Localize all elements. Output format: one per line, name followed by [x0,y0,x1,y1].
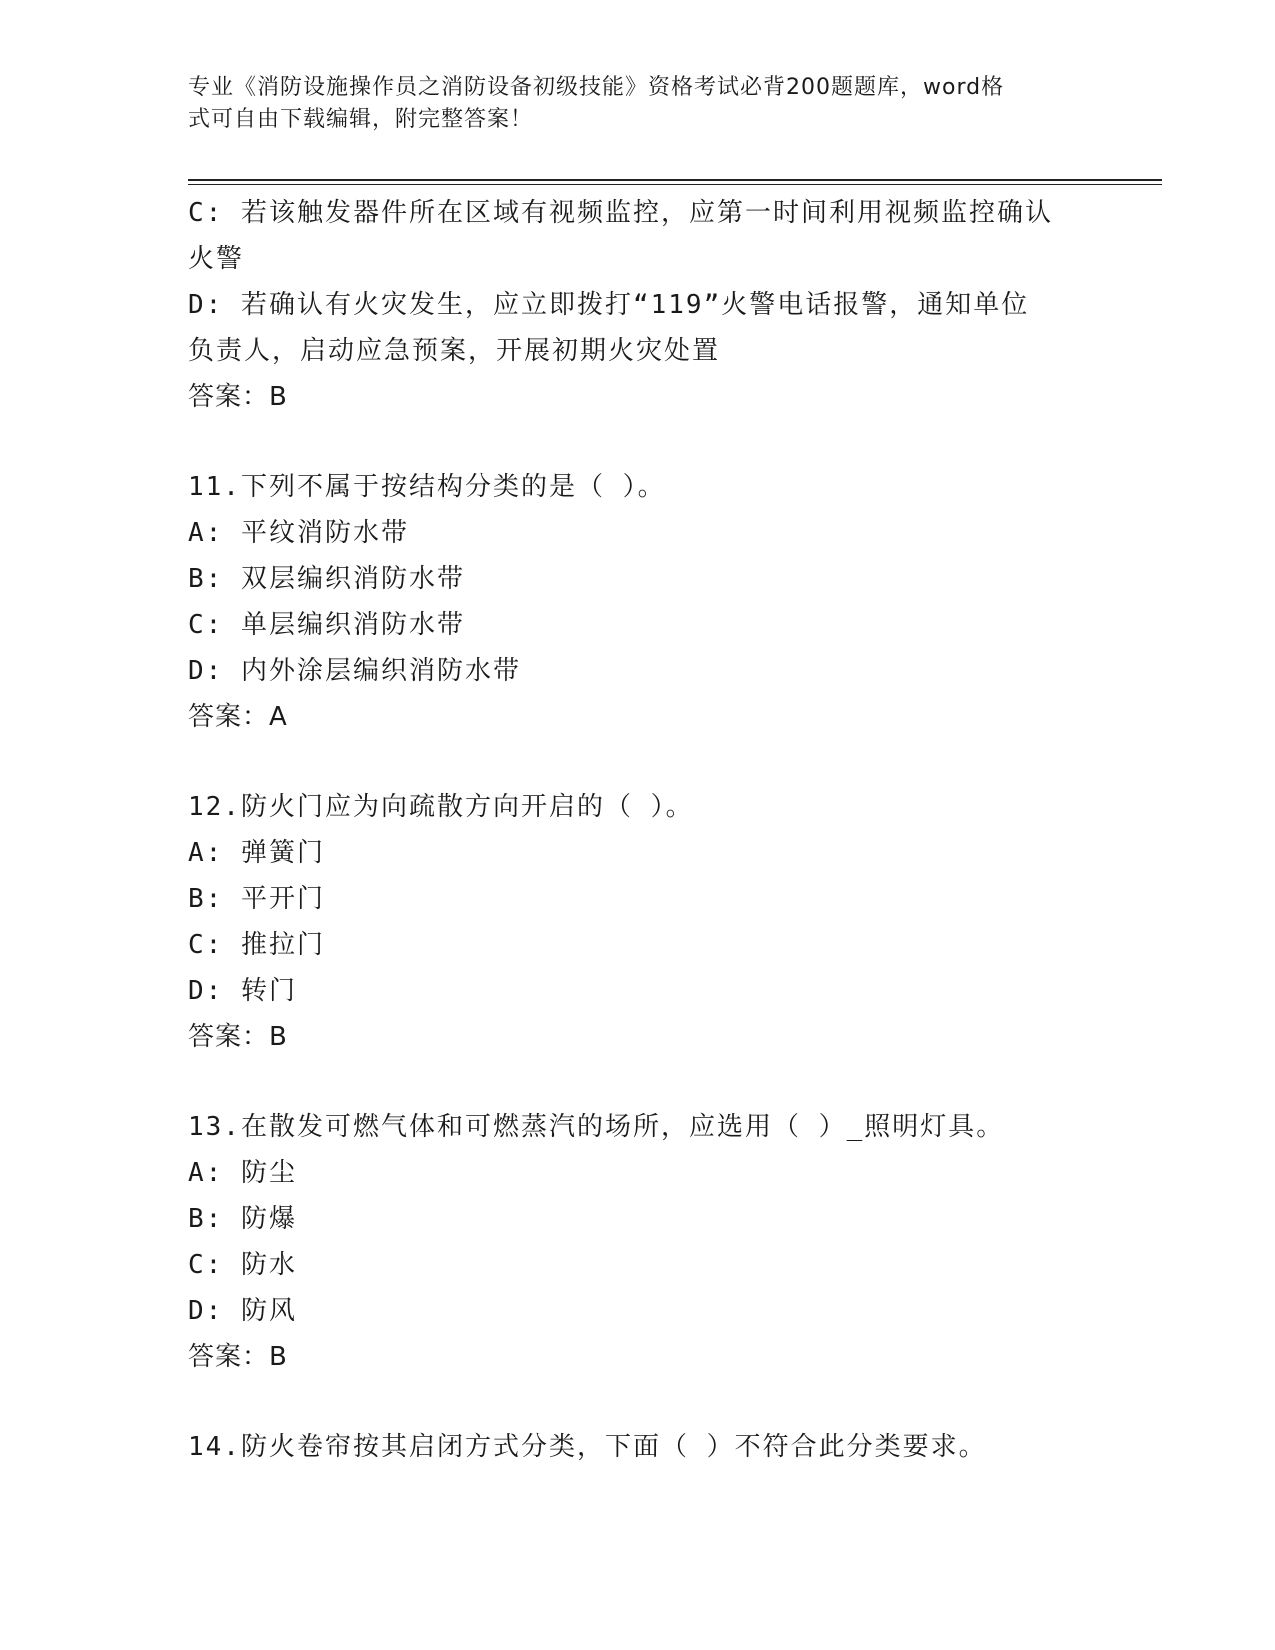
option-text: 防水 [240,1250,297,1280]
option-label: A: [188,1158,224,1188]
answer-line: 答案：B [188,1022,288,1052]
option-label: A: [188,838,224,868]
option-line [188,876,1088,922]
header-divider-thick [188,179,1162,181]
option-line [188,1196,1088,1242]
option-label: B: [188,1204,224,1234]
option-text: 若确认有火灾发生，应立即拨打“119”火警电话报警，通知单位 [240,290,1030,320]
question-block [188,1424,1088,1470]
question-block [188,784,1088,1060]
option-line [188,648,1088,694]
option-text: 防风 [240,1296,297,1326]
question-gap [188,420,1088,464]
question-content [188,190,1088,1470]
option-text: 转门 [240,976,297,1006]
option-text: 双层编织消防水带 [240,564,465,594]
question-stem: 11.下列不属于按结构分类的是（ ）。 [188,472,666,502]
option-line [188,282,1088,328]
option-label: C: [188,610,224,640]
option-line [188,1150,1088,1196]
option-line [188,1288,1088,1334]
question-gap [188,740,1088,784]
option-line [188,922,1088,968]
option-line-continued [188,236,1088,282]
option-text: 若该触发器件所在区域有视频监控，应第一时间利用视频监控确认 [240,198,1053,228]
question-gap [188,1060,1088,1104]
option-label: D: [188,1296,224,1326]
option-line [188,190,1088,236]
option-text: 弹簧门 [240,838,325,868]
option-text: 内外涂层编织消防水带 [240,656,521,686]
question-block [188,1104,1088,1380]
option-label: D: [188,656,224,686]
option-text: 推拉门 [240,930,325,960]
option-label: A: [188,518,224,548]
option-text: 单层编织消防水带 [240,610,465,640]
header-line-2: 式可自由下载编辑，附完整答案！ [188,107,534,132]
option-label: C: [188,1250,224,1280]
header-divider-thin [188,184,1162,185]
option-label: B: [188,884,224,914]
option-text: 负责人，启动应急预案，开展初期火灾处置 [188,336,721,366]
question-block [188,464,1088,740]
option-label: C: [188,198,224,228]
option-line [188,968,1088,1014]
option-text: 平纹消防水带 [240,518,409,548]
option-line-continued [188,328,1088,374]
option-line [188,1242,1088,1288]
question-gap [188,1380,1088,1424]
option-text: 防爆 [240,1204,297,1234]
option-line [188,830,1088,876]
option-line [188,510,1088,556]
prev-question [188,190,1088,420]
header-line-1: 专业《消防设施操作员之消防设备初级技能》资格考试必背200题题库，word格 [188,75,1005,100]
option-label: D: [188,290,224,320]
option-text: 防尘 [240,1158,297,1188]
answer-line: 答案：A [188,702,288,732]
option-label: C: [188,930,224,960]
question-stem: 14.防火卷帘按其启闭方式分类，下面（ ）不符合此分类要求。 [188,1432,987,1462]
option-text: 火警 [188,244,245,274]
question-stem: 13.在散发可燃气体和可燃蒸汽的场所，应选用（ ）_照明灯具。 [188,1112,1005,1142]
answer-line: 答案：B [188,1342,288,1372]
option-label: D: [188,976,224,1006]
answer-line: 答案：B [188,382,288,412]
option-label: B: [188,564,224,594]
option-line [188,556,1088,602]
option-line [188,602,1088,648]
document-header [188,72,1088,136]
option-text: 平开门 [240,884,325,914]
question-stem: 12.防火门应为向疏散方向开启的（ ）。 [188,792,694,822]
